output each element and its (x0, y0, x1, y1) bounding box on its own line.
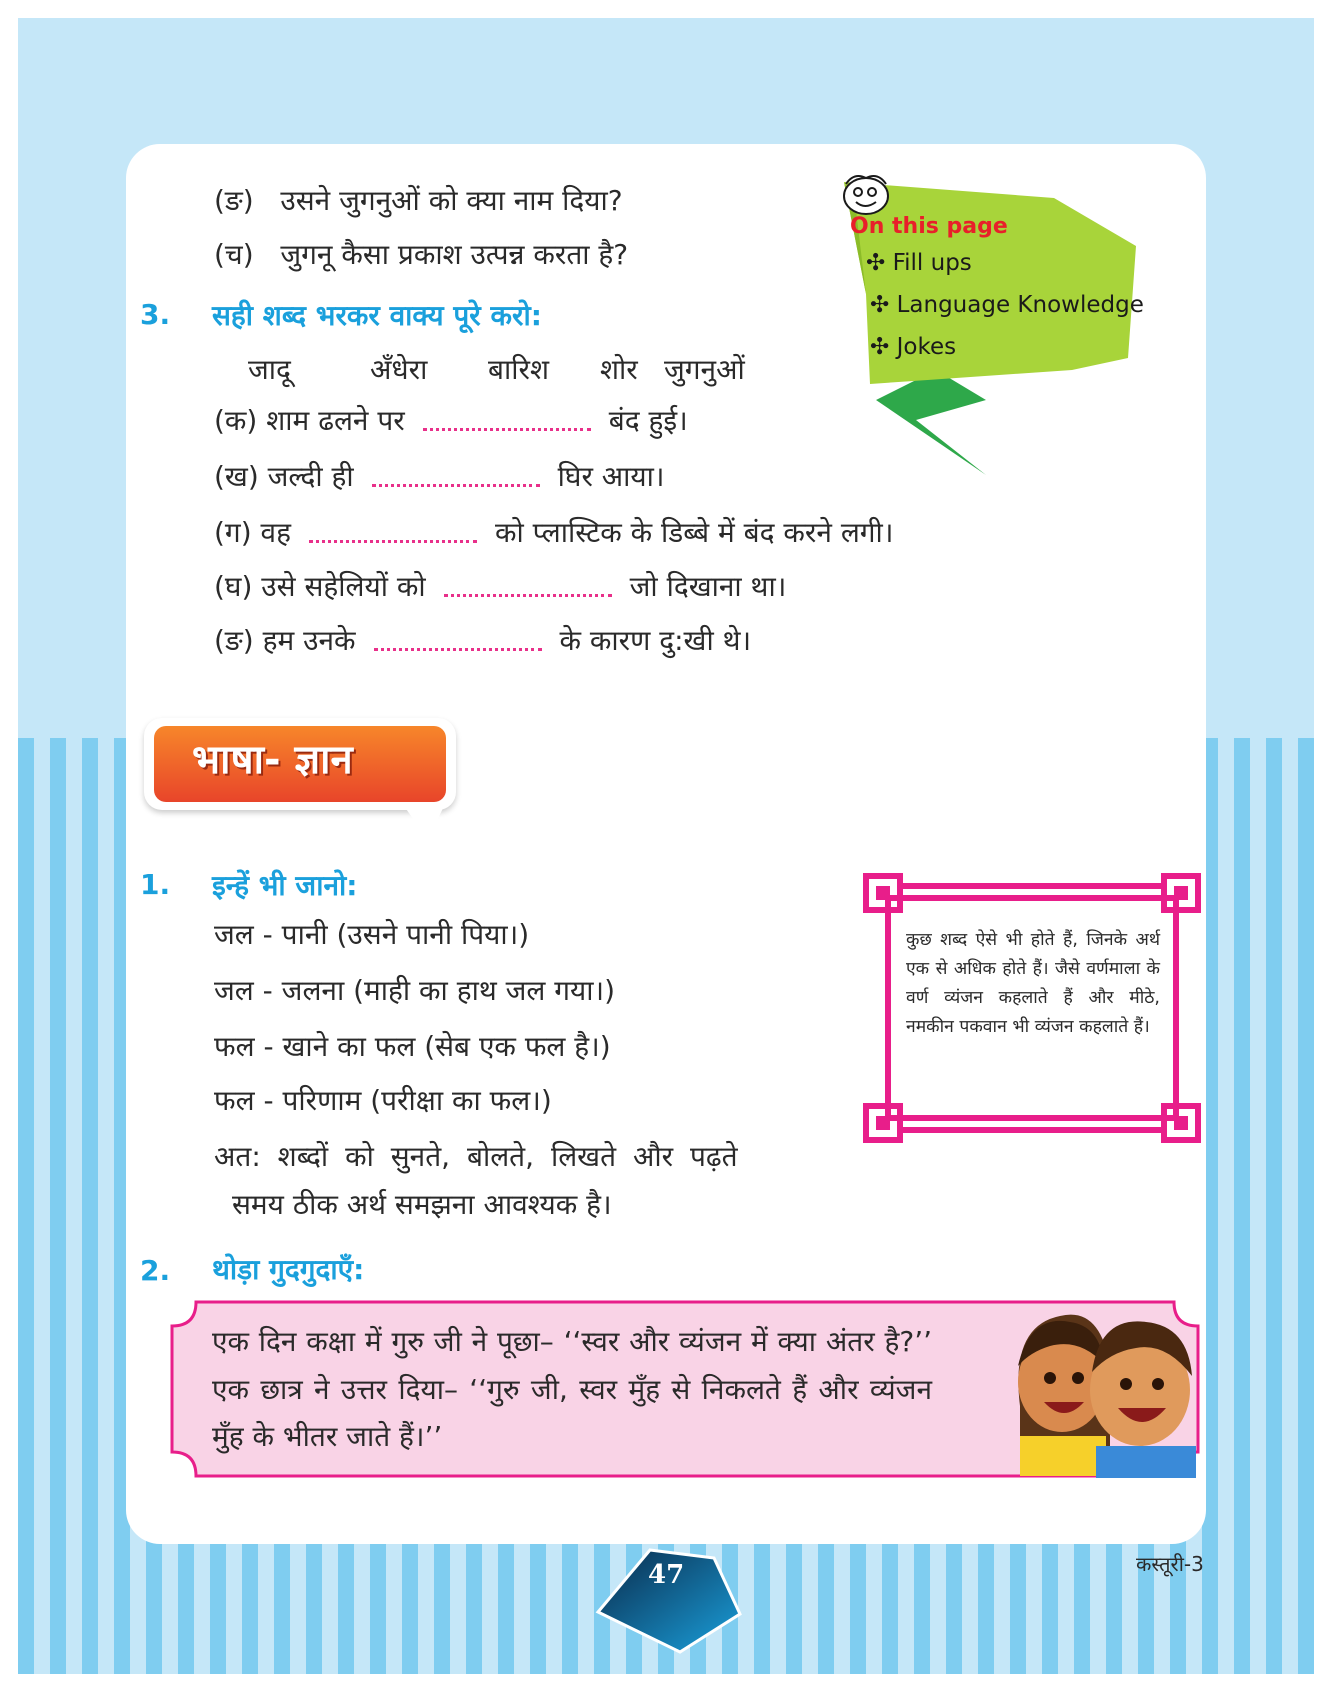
section-number: 3. (140, 298, 171, 331)
blank-line[interactable] (374, 634, 542, 651)
section-number: 1. (140, 868, 171, 901)
section-label-text: भाषा- ज्ञान (192, 737, 353, 783)
speech-pointer-icon (404, 806, 444, 846)
joke-text: एक दिन कक्षा में गुरु जी ने पूछा– ‘‘स्वर और व्यंजन में क्या अंतर है?’’ एक छात्र ने उत्तर दिया– ‘‘गुरु जी, स्वर मुँह से निकलते हैं और व्यंजन मुँह के भीतर जाते हैं।’’ (212, 1325, 932, 1454)
word-bank-word: जादू (248, 353, 291, 386)
cartoon-face-icon (836, 170, 896, 218)
word-bank-word: अँधेरा (370, 353, 428, 386)
blank-line[interactable] (444, 580, 612, 597)
section-heading: सही शब्द भरकर वाक्य पूरे करो: (212, 299, 542, 332)
fill-item-after: घिर आया। (557, 460, 665, 493)
on-this-page-banner (836, 170, 1144, 480)
blank-line[interactable] (423, 414, 591, 431)
question-text: उसने जुगनुओं को क्या नाम दिया? (280, 184, 623, 217)
meaning-line: फल - परिणाम (परीक्षा का फल।) (214, 1084, 552, 1117)
fill-item-before: (क) शाम ढलने पर (214, 404, 405, 437)
question-ch (214, 238, 628, 272)
fill-item (214, 624, 751, 658)
fill-item-after: के कारण दु:खी थे। (559, 624, 752, 657)
section-heading: थोड़ा गुदगुदाएँ: (212, 1253, 365, 1286)
info-box (862, 872, 1202, 1144)
fill-item-before: (घ) उसे सहेलियों को (214, 570, 426, 603)
fill-item (214, 460, 665, 494)
section-label (144, 718, 464, 848)
fill-item-after: जो दिखाना था। (629, 570, 787, 603)
meaning-line: जल - पानी (उसने पानी पिया।) (214, 918, 530, 951)
conclusion-line: अत: शब्दों को सुनते, बोलते, लिखते और पढ़ते (214, 1140, 738, 1173)
info-text: कुछ शब्द ऐसे भी होते हैं, जिनके अर्थ एक से अधिक होते हैं। जैसे वर्णमाला के वर्ण व्यंजन कहलाते हैं और मीठे, नमकीन पकवान भी व्यंजन कहलाते हैं। (906, 930, 1160, 1037)
banner-item-label: Jokes (896, 334, 957, 360)
word-bank-word: शोर (600, 353, 638, 386)
banner-item (870, 334, 956, 360)
banner-item (866, 250, 972, 276)
question-e (214, 184, 623, 218)
fill-item-after: बंद हुई। (608, 404, 688, 437)
page-number: 47 (648, 1560, 685, 1590)
book-name: कस्तूरी-3 (1136, 1552, 1204, 1576)
fill-item-before: (ख) जल्दी ही (214, 460, 354, 493)
fill-item (214, 516, 893, 550)
word-bank-word: बारिश (488, 353, 549, 386)
fill-item-after: को प्लास्टिक के डिब्बे में बंद करने लगी। (494, 516, 894, 549)
meaning-line: जल - जलना (माही का हाथ जल गया।) (214, 974, 616, 1007)
question-label: (ङ) (214, 184, 254, 217)
kids-illustration (1000, 1286, 1210, 1486)
question-label: (च) (214, 238, 254, 271)
fill-item-before: (ङ) हम उनके (214, 624, 356, 657)
blank-line[interactable] (309, 526, 477, 543)
section-heading: इन्हें भी जानो: (212, 869, 358, 902)
word-bank-word: जुगनुओं (664, 353, 745, 386)
meaning-line: फल - खाने का फल (सेब एक फल है।) (214, 1030, 611, 1063)
banner-item-label: Language Knowledge (896, 292, 1144, 318)
fill-item-before: (ग) वह (214, 516, 291, 549)
bullet-icon: ✣ (866, 250, 886, 276)
bullet-icon: ✣ (870, 292, 890, 318)
banner-title: On this page (850, 214, 1008, 239)
banner-item-label: Fill ups (892, 250, 972, 276)
bullet-icon: ✣ (870, 334, 890, 360)
fill-item (214, 404, 688, 438)
banner-item (870, 292, 1144, 318)
fill-item (214, 570, 786, 604)
question-text: जुगनू कैसा प्रकाश उत्पन्न करता है? (280, 238, 629, 271)
section-number: 2. (140, 1254, 171, 1287)
blank-line[interactable] (372, 470, 540, 487)
conclusion-line: समय ठीक अर्थ समझना आवश्यक है। (232, 1188, 612, 1221)
